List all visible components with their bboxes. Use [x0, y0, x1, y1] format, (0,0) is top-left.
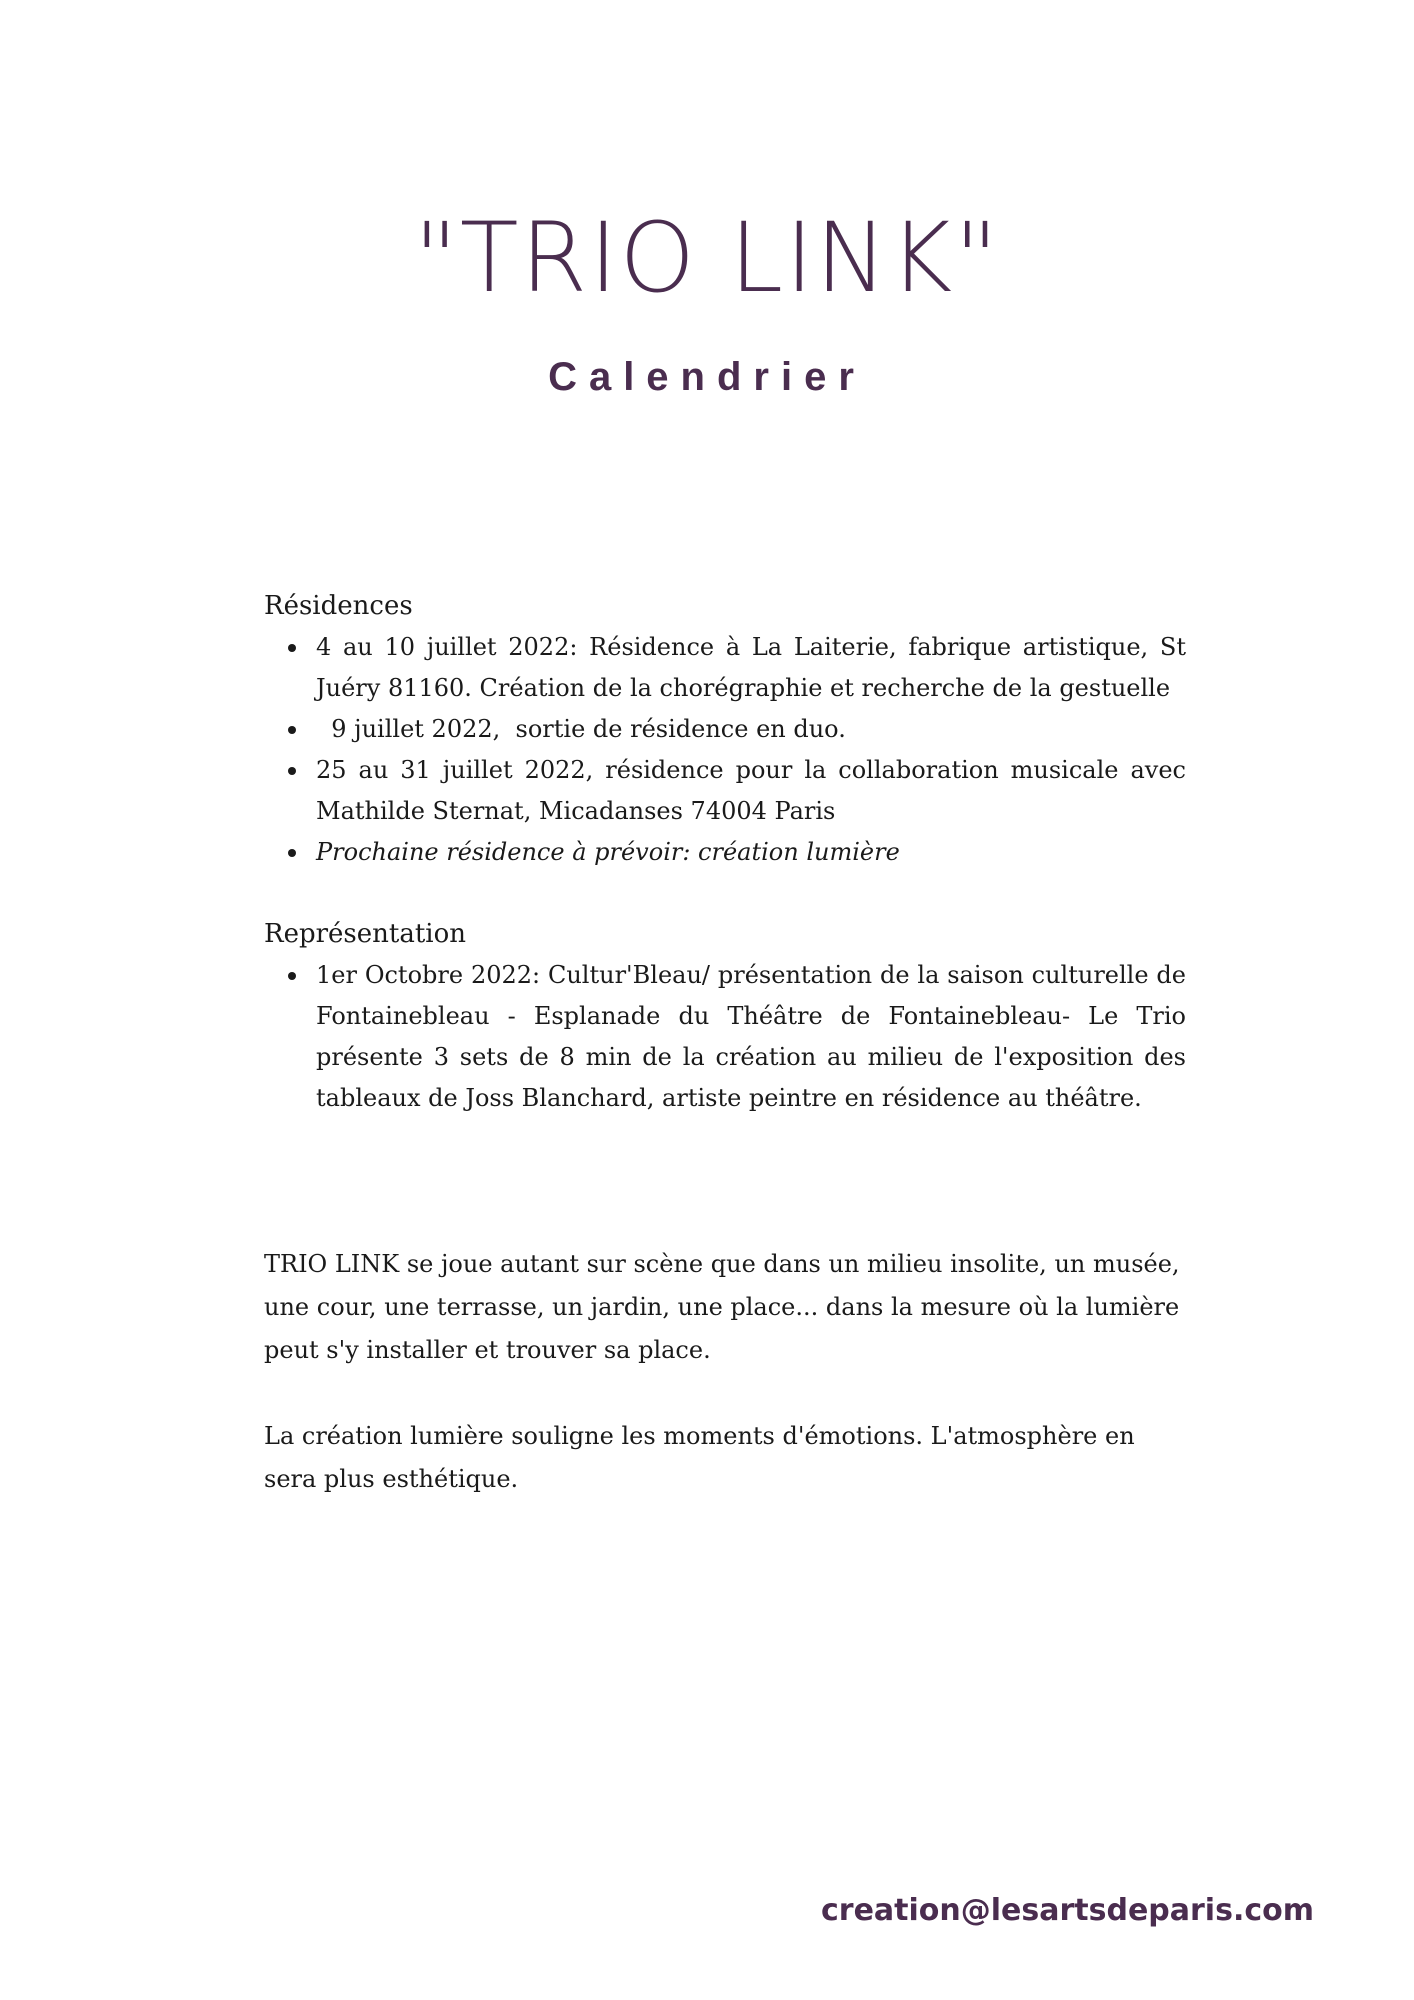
description-paragraph: TRIO LINK se joue autant sur scène que dans un milieu insolite, un musée, une cour, une terrasse, un jardin, une place... dans la mesure où la lumière peut s'y installer et trouver sa place. [264, 1250, 1180, 1364]
page-title: "TRIO LINK" [413, 202, 1001, 314]
list-item: 1er Octobre 2022: Cultur'Bleau/ présentation de la saison culturelle de Fontainebleau - Esplanade du Théâtre de Fontainebleau- Le Trio présente 3 sets de 8 min de la création au milieu de l'exposition des tableaux de Joss Blanchard, artiste peintre en résidence au théâtre. [316, 955, 1186, 1119]
representation-list [264, 955, 1186, 1119]
contact-email[interactable]: creation@lesartsdeparis.com [820, 1893, 1314, 1928]
main-content [264, 586, 1186, 1501]
representation-heading: Représentation [264, 919, 467, 949]
spacer [264, 1372, 1186, 1415]
list-item: 9 juillet 2022, sortie de résidence en duo. [316, 709, 1186, 750]
list-item: 4 au 10 juillet 2022: Résidence à La Laiterie, fabrique artistique, St Juéry 81160. Création de la chorégraphie et recherche de la gestuelle [316, 627, 1186, 709]
spacer [264, 1119, 1186, 1243]
description-paragraph: La création lumière souligne les moments d'émotions. L'atmosphère en sera plus esthétique. [264, 1422, 1135, 1493]
residences-heading: Résidences [264, 591, 413, 621]
spacer [264, 873, 1186, 914]
list-item: 25 au 31 juillet 2022, résidence pour la collaboration musicale avec Mathilde Sternat, Micadanses 74004 Paris [316, 750, 1186, 832]
page-subtitle: Calendrier [548, 355, 866, 399]
residences-list [264, 627, 1186, 873]
list-item: Prochaine résidence à prévoir: création lumière [316, 832, 1186, 873]
